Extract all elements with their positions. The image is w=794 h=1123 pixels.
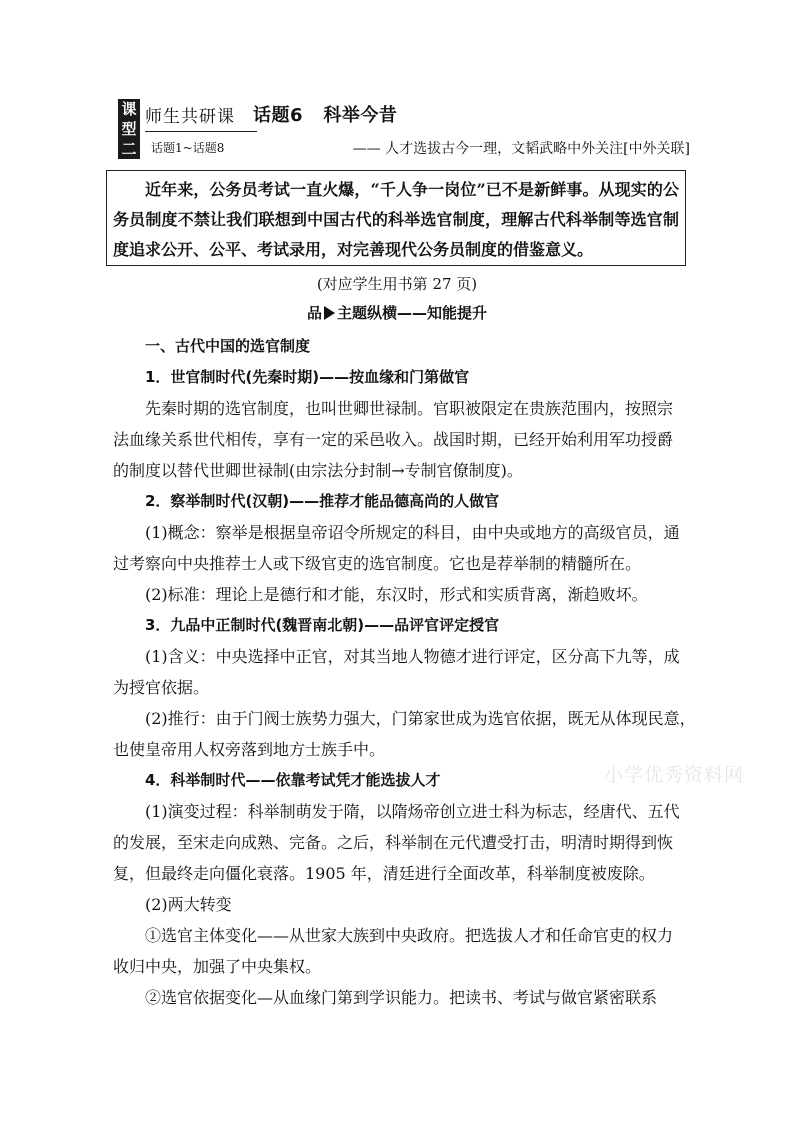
- text-line: 法血缘关系世代相传，享有一定的采邑收入。战国时期，已经开始利用军功授爵: [113, 430, 674, 449]
- text-line: 也使皇帝用人权旁落到地方士族手中。: [113, 740, 386, 759]
- text-line: (2)标准：理论上是德行和才能，东汉时，形式和实质背离，渐趋败坏。: [145, 585, 648, 604]
- intro-paragraph: 近年来，公务员考试一直火爆，“千人争一岗位”已不是新鲜事。从现实的公务员制度不禁让我们联想到中国古代的科举选官制度，理解古代科举制等选官制度追求公开、公平、考试录用，对完善现代公务员制度的借鉴意义。: [113, 180, 679, 259]
- course-subtitle: 话题1~话题8: [151, 141, 225, 155]
- text-line: 的发展，至宋走向成熟、完备。之后，科举制在元代遭受打击，明清时期得到恢: [113, 833, 674, 852]
- topic-title: 话题6 科举今昔: [253, 105, 398, 126]
- page-reference: (对应学生用书第 27 页): [316, 275, 478, 293]
- text-line: 复，但最终走向僵化衰落。1905 年，清廷进行全面改革，科举制度被废除。: [113, 864, 655, 883]
- text-line: ①选官主体变化——从世家大族到中央政府。把选拔人才和任命官吏的权力: [145, 926, 674, 945]
- triangle-icon: [324, 306, 335, 320]
- heading-line: 一、古代中国的选官制度: [145, 337, 311, 355]
- course-title: 师生共研课: [145, 107, 235, 127]
- section-heading: [0, 302, 794, 323]
- text-line: 的制度以替代世卿世禄制(由宗法分封制→专制官僚制度)。: [113, 461, 523, 480]
- text-line: (2)两大转变: [145, 895, 232, 914]
- badge-char: 课: [121, 100, 137, 118]
- text-line: (1)概念：察举是根据皇帝诏令所规定的科目，由中央或地方的高级官员，通: [145, 523, 680, 542]
- header-divider: [145, 131, 257, 132]
- text-line: (1)含义：中央选择中正官，对其当地人物德才进行评定，区分高下九等，成: [145, 647, 680, 666]
- text-line: (1)演变过程：科举制萌发于隋，以隋炀帝创立进士科为标志，经唐代、五代: [145, 802, 680, 821]
- subheading-line: 1．世官制时代(先秦时期)——按血缘和门第做官: [145, 368, 470, 386]
- badge-char: 型: [121, 120, 137, 138]
- section-head-left: 品: [306, 304, 322, 322]
- lesson-header: [118, 99, 690, 161]
- text-line: ②选官依据变化—从血缘门第到学识能力。把读书、考试与做官紧密联系: [145, 988, 658, 1007]
- lesson-type-badge: [118, 99, 140, 159]
- subheading-line: 4．科举制时代——依靠考试凭才能选拔人才: [145, 771, 441, 789]
- section-head-right: 主题纵横——知能提升: [337, 304, 488, 322]
- body-text: [113, 331, 696, 1013]
- subheading-line: 3．九品中正制时代(魏晋南北朝)——品评官评定授官: [145, 616, 500, 634]
- text-line: 过考察向中央推荐士人或下级官吏的选官制度。它也是荐举制的精髓所在。: [113, 554, 642, 573]
- watermark: 小学优秀资料网: [604, 764, 745, 786]
- subheading-line: 2．察举制时代(汉朝)——推荐才能品德高尚的人做官: [145, 492, 500, 510]
- intro-box: [106, 170, 686, 266]
- text-line: 先秦时期的选官制度，也叫世卿世禄制。官职被限定在贵族范围内，按照宗: [145, 399, 674, 418]
- text-line: (2)推行：由于门阀士族势力强大，门第家世成为选官依据，既无从体现民意，: [145, 709, 696, 728]
- badge-char: 二: [121, 140, 137, 158]
- topic-quote: —— 人才选拔古今一理，文韬武略中外关注[中外关联]: [352, 141, 690, 157]
- text-line: 为授官依据。: [113, 678, 210, 697]
- text-line: 收归中央，加强了中央集权。: [113, 957, 322, 976]
